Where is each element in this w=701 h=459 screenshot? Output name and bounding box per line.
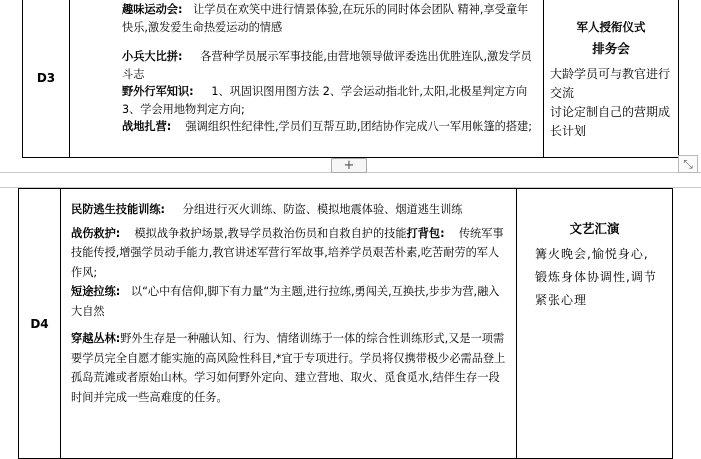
d3-item-soldier-contest: 小兵大比拼: 各营种学员展示军事技能,由营地领导做评委选出优胜连队,激发学员斗志: [122, 50, 532, 81]
d4-item-jungle-crossing: 穿越丛林:野外生存是一种融认知、行为、情绪训练于一体的综合性训练形式,又是一项需要学员完全自愿才能实施的高风险性科目,*宜于专项进行。学员将仅携带极少必需品登上孤岛荒滩或者原始山林。学习如何野外定向、建立营地、取火、觅食觅水,结伴生存一段时间并完成一些高难度的任务。: [71, 332, 506, 404]
d3-side-title2: 排务会: [592, 41, 630, 56]
d3-item-field-camp: 战地扎营: 强调组织性纪律性,学员们互帮互助,团结协作完成八一军用帐篷的搭建;: [122, 120, 532, 133]
d3-item-field-march: 野外行军知识: 1、巩固识图用图方法 2、学会运动指北针,太阳,北极星判定方向 3、学会用地物判定方向;: [122, 85, 528, 116]
day-cell-d4: D4: [19, 189, 61, 459]
resize-handle-icon[interactable]: ⤡: [678, 155, 698, 173]
d3-content-cell: [70, 0, 544, 158]
schedule-table-d3: [22, 0, 679, 158]
d4-item-first-aid: 战伤救护: 模拟战争救护场景,教导学员救治伤员和自救自护的技能打背包: 传统军事技能传授,增强学员动手能力,教官讲述军营行军故事,培养学员艰苦朴素,吃苦耐劳的军人作风;: [71, 226, 504, 279]
d4-side-desc: 篝火晚会,愉悦身心,锻炼身体协调性,调节紧张心理: [535, 247, 657, 307]
d3-side: [544, 19, 678, 141]
d4-item-short-march: 短途拉练: 以“心中有信仰,脚下有力量“为主题,进行拉练,勇闯关,互换扶,步步为营,融入大自然: [71, 285, 500, 318]
d4-item-backpack: 打背包:: [406, 226, 445, 240]
d3-content: [70, 0, 543, 136]
d4-content-cell: [61, 189, 517, 459]
d4-side: [517, 219, 672, 312]
day-cell-d3: D3: [23, 0, 70, 158]
d4-content: [61, 189, 516, 407]
d4-side-title: 文艺汇演: [569, 221, 620, 236]
d3-side-desc: 大龄学员可与教官进行交流 讨论定制自己的营期成长计划: [550, 67, 671, 138]
d4-item-civil-defense: 民防逃生技能训练: 分组进行灭火训练、防盗、模拟地震体验、烟道逃生训练: [71, 203, 463, 216]
d4-side-cell: [517, 189, 673, 459]
d3-side-title1: 军人授衔仪式: [576, 20, 646, 34]
add-row-button[interactable]: +: [331, 158, 367, 173]
schedule-table-d4: [18, 188, 673, 459]
page-break-gap: [0, 172, 701, 188]
d3-item-fun-sports: 趣味运动会: 让学员在欢笑中进行情景体验,在玩乐的同时体会团队 精神,享受童年快乐,激发爱生命热爱运动的情感: [122, 3, 529, 34]
d3-side-cell: [544, 0, 679, 158]
